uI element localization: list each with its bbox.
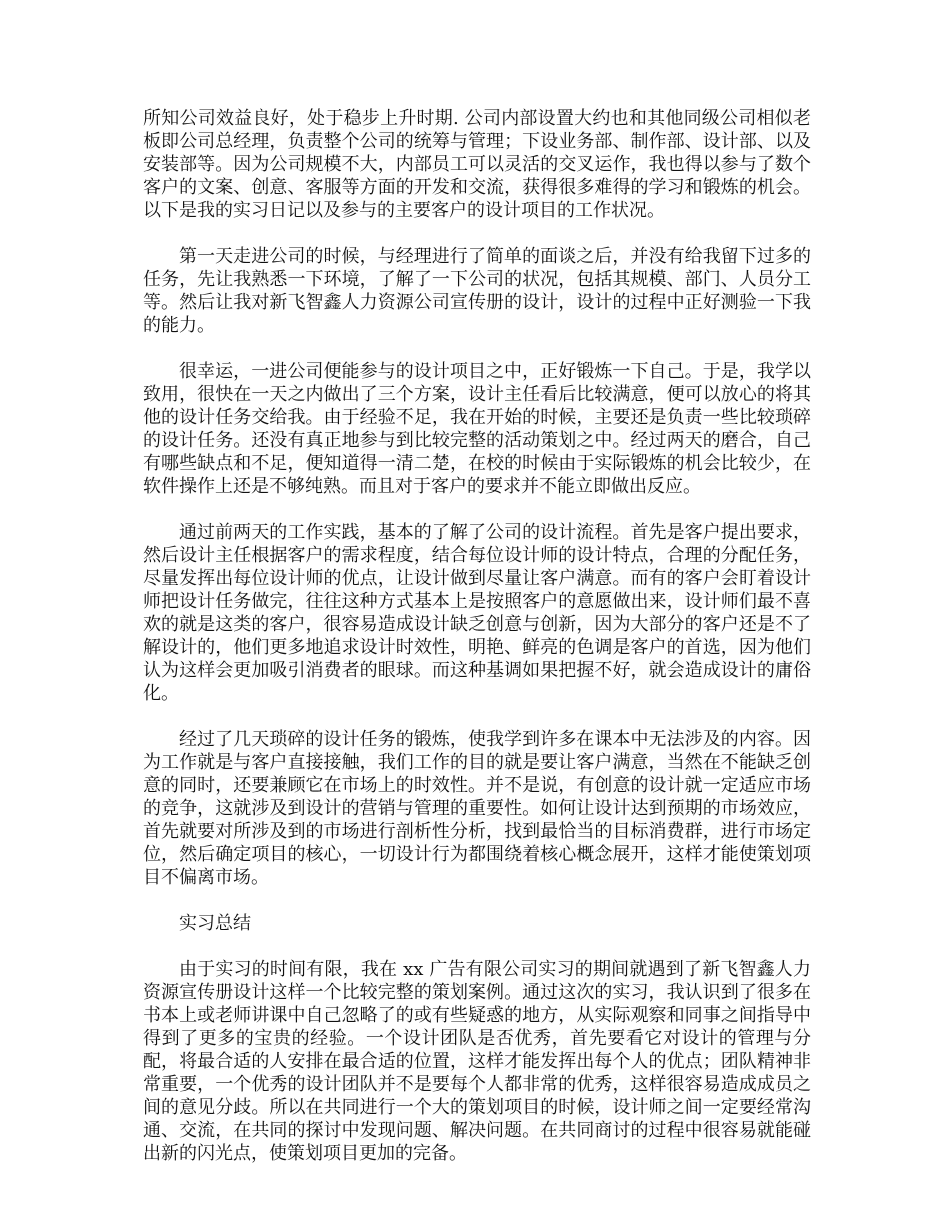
paragraph-market-lessons: 经过了几天琐碎的设计任务的锻炼，使我学到许多在课本中无法涉及的内容。因为工作就是与客户直接接触，我们工作的目的就是要让客户满意，当然在不能缺乏创意的同时，还要兼顾它在市场上的时效性。并不是说，有创意的设计就一定适应市场的竞争，这就涉及到设计的营销与管理的重要性。如何让设计达到预期的市场效应，首先就要对所涉及到的市场进行剖析性分析，找到最恰当的目标消费群，进行市场定位，然后确定项目的核心，一切设计行为都围绕着核心概念展开，这样才能使策划项目不偏离市场。 bbox=[143, 729, 811, 888]
paragraph-first-project: 很幸运，一进公司便能参与的设计项目之中，正好锻炼一下自己。于是，我学以致用，很快在一天之内做出了三个方案，设计主任看后比较满意，便可以放心的将其他的设计任务交给我。由于经验不足，我在开始的时候，主要还是负责一些比较琐碎的设计任务。还没有真正地参与到比较完整的活动策划之中。经过两天的磨合，自己有哪些缺点和不足，便知道得一清二楚，在校的时候由于实际锻炼的机会比较少，在软件操作上还是不够纯熟。而且对于客户的要求并不能立即做出反应。 bbox=[143, 361, 811, 497]
document-body bbox=[143, 107, 811, 1188]
paragraph-company-overview: 所知公司效益良好，处于稳步上升时期. 公司内部设置大约也和其他同级公司相似老板即公司总经理，负责整个公司的统筹与管理；下设业务部、制作部、设计部、以及安装部等。因为公司规模不大，内部员工可以灵活的交叉运作，我也得以参与了数个客户的文案、创意、客服等方面的开发和交流，获得很多难得的学习和锻炼的机会。以下是我的实习日记以及参与的主要客户的设计项目的工作状况。 bbox=[143, 108, 811, 221]
paragraph-first-day: 第一天走进公司的时候，与经理进行了简单的面谈之后，并没有给我留下过多的任务，先让我熟悉一下环境，了解了一下公司的状况，包括其规模、部门、人员分工等。然后让我对新飞智鑫人力资源公司宣传册的设计，设计的过程中正好测验一下我的能力。 bbox=[143, 246, 811, 336]
section-heading-summary: 实习总结 bbox=[179, 913, 251, 934]
paragraph-design-process: 通过前两天的工作实践，基本的了解了公司的设计流程。首先是客户提出要求，然后设计主任根据客户的需求程度，结合每位设计师的设计特点，合理的分配任务，尽量发挥出每位设计师的优点，让设计做到尽量让客户满意。而有的客户会盯着设计师把设计任务做完，往往这种方式基本上是按照客户的意愿做出来，设计师们最不喜欢的就是这类的客户，很容易造成设计缺乏创意与创新，因为大部分的客户还是不了解设计的，他们更多地追求设计时效性，明艳、鲜亮的色调是客户的首选，因为他们认为这样会更加吸引消费者的眼球。而这种基调如果把握不好，就会造成设计的庸俗化。 bbox=[143, 522, 811, 704]
paragraph-summary: 由于实习的时间有限，我在 xx 广告有限公司实习的期间就遇到了新飞智鑫人力资源宣传册设计这样一个比较完整的策划案例。通过这次的实习，我认识到了很多在书本上或老师讲课中自己忽略了的或有些疑惑的地方，从实际观察和同事之间指导中得到了更多的宝贵的经验。一个设计团队是否优秀，首先要看它对设计的管理与分配，将最合适的人安排在最合适的位置，这样才能发挥出每个人的优点；团队精神非常重要，一个优秀的设计团队并不是要每个人都非常的优秀，这样很容易造成成员之间的意见分歧。所以在共同进行一个大的策划项目的时候，设计师之间一定要经常沟通、交流，在共同的探讨中发现问题、解决问题。在共同商讨的过程中很容易就能碰出新的闪光点，使策划项目更加的完备。 bbox=[143, 959, 811, 1164]
